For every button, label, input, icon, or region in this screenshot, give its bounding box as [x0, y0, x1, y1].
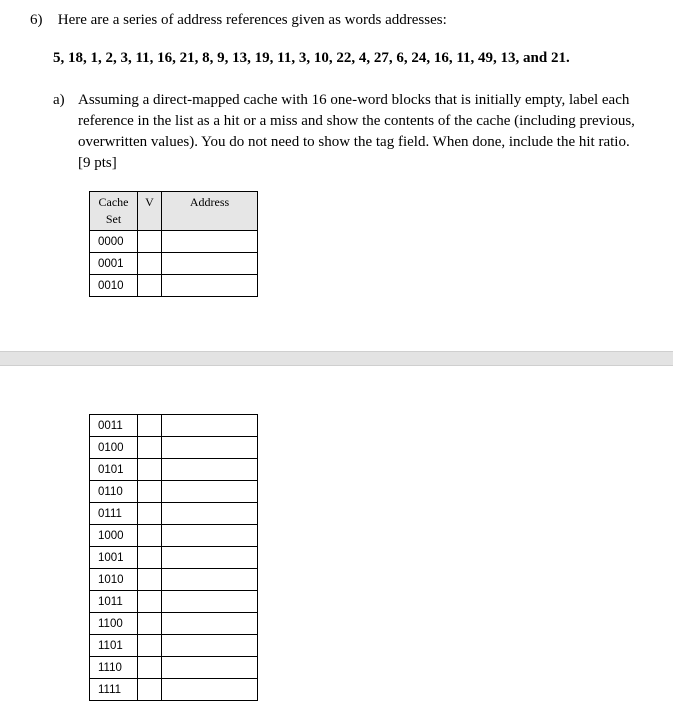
valid-bit-cell[interactable] — [138, 459, 162, 481]
header-valid: V — [138, 192, 162, 231]
header-address: Address — [162, 192, 258, 231]
cache-set-index: 1100 — [90, 613, 138, 635]
cache-row — [90, 459, 258, 481]
cache-row — [90, 657, 258, 679]
cache-set-index: 0101 — [90, 459, 138, 481]
question-number: 6) — [30, 12, 43, 28]
address-cell[interactable] — [162, 481, 258, 503]
address-cell[interactable] — [162, 591, 258, 613]
part-a-line: [9 pts] — [78, 155, 117, 171]
part-a — [53, 90, 673, 174]
cache-row — [90, 275, 258, 297]
cache-row — [90, 253, 258, 275]
cache-set-index: 1010 — [90, 569, 138, 591]
cache-set-index: 0100 — [90, 437, 138, 459]
cache-table-top — [89, 191, 258, 297]
cache-set-index: 0111 — [90, 503, 138, 525]
valid-bit-cell[interactable] — [138, 547, 162, 569]
valid-bit-cell[interactable] — [138, 679, 162, 701]
valid-bit-cell[interactable] — [138, 635, 162, 657]
valid-bit-cell[interactable] — [138, 591, 162, 613]
address-cell[interactable] — [162, 657, 258, 679]
valid-bit-cell[interactable] — [138, 503, 162, 525]
cache-set-index: 1111 — [90, 679, 138, 701]
cache-set-index: 1101 — [90, 635, 138, 657]
address-cell[interactable] — [162, 679, 258, 701]
valid-bit-cell[interactable] — [138, 613, 162, 635]
valid-bit-cell[interactable] — [138, 231, 162, 253]
cache-row — [90, 569, 258, 591]
cache-set-index: 0110 — [90, 481, 138, 503]
part-a-text — [78, 90, 673, 174]
address-cell[interactable] — [162, 525, 258, 547]
part-a-line: overwritten values). You do not need to show the tag field. When done, include the hit ratio. — [78, 134, 630, 150]
cache-set-index: 0001 — [90, 253, 138, 275]
valid-bit-cell[interactable] — [138, 415, 162, 437]
address-cell[interactable] — [162, 459, 258, 481]
header-cache-set-line2: Set — [105, 212, 122, 226]
valid-bit-cell[interactable] — [138, 525, 162, 547]
valid-bit-cell[interactable] — [138, 481, 162, 503]
cache-set-index: 0010 — [90, 275, 138, 297]
address-cell[interactable] — [162, 547, 258, 569]
valid-bit-cell[interactable] — [138, 569, 162, 591]
address-cell[interactable] — [162, 437, 258, 459]
address-cell[interactable] — [162, 415, 258, 437]
cache-row — [90, 635, 258, 657]
question-heading — [30, 12, 447, 29]
valid-bit-cell[interactable] — [138, 657, 162, 679]
valid-bit-cell[interactable] — [138, 253, 162, 275]
address-cell[interactable] — [162, 613, 258, 635]
valid-bit-cell[interactable] — [138, 437, 162, 459]
header-cache-set-line1: Cache — [98, 195, 129, 209]
cache-set-index: 1000 — [90, 525, 138, 547]
address-cell[interactable] — [162, 503, 258, 525]
cache-row — [90, 503, 258, 525]
address-sequence: 5, 18, 1, 2, 3, 11, 16, 21, 8, 9, 13, 19, 11, 3, 10, 22, 4, 27, 6, 24, 16, 11, 49, 13, and 21. — [53, 50, 570, 66]
address-cell[interactable] — [162, 569, 258, 591]
cache-set-index: 1011 — [90, 591, 138, 613]
cache-row — [90, 231, 258, 253]
cache-row — [90, 415, 258, 437]
cache-row — [90, 591, 258, 613]
part-a-label: a) — [53, 92, 65, 108]
cache-row — [90, 481, 258, 503]
cache-row — [90, 613, 258, 635]
cache-set-index: 1110 — [90, 657, 138, 679]
cache-table-bottom — [89, 414, 258, 701]
cache-row — [90, 547, 258, 569]
valid-bit-cell[interactable] — [138, 275, 162, 297]
address-cell[interactable] — [162, 275, 258, 297]
address-cell[interactable] — [162, 253, 258, 275]
header-cache-set — [90, 192, 138, 231]
cache-set-index: 0000 — [90, 231, 138, 253]
address-cell[interactable] — [162, 231, 258, 253]
cache-table-header-row — [90, 192, 258, 231]
cache-row — [90, 679, 258, 701]
address-cell[interactable] — [162, 635, 258, 657]
part-a-line: reference in the list as a hit or a miss and show the contents of the cache (including previous, — [78, 113, 635, 129]
cache-row — [90, 437, 258, 459]
cache-row — [90, 525, 258, 547]
part-a-line: Assuming a direct-mapped cache with 16 one-word blocks that is initially empty, label each — [78, 92, 630, 108]
page-break — [0, 351, 673, 366]
cache-set-index: 0011 — [90, 415, 138, 437]
question-intro: Here are a series of address references given as words addresses: — [57, 12, 447, 28]
cache-set-index: 1001 — [90, 547, 138, 569]
